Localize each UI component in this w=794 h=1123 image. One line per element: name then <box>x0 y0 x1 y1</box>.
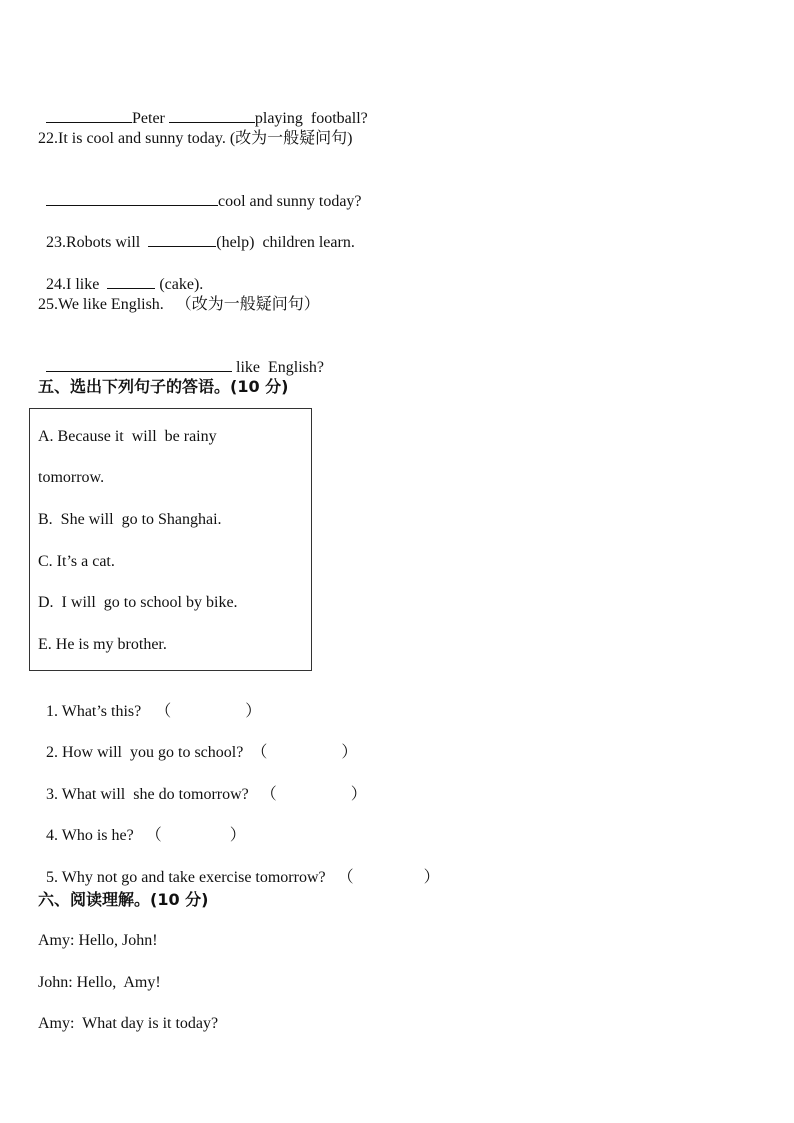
s5-question-5 <box>38 848 440 888</box>
option-e: E. He is my brother. <box>38 636 167 653</box>
q23-start: 23.Robots will <box>46 234 149 251</box>
q21-mid-text: Peter <box>132 110 169 127</box>
question-text: 3. What will she do tomorrow? <box>46 786 249 803</box>
answer-blank[interactable] <box>107 274 155 289</box>
dialogue-line-3: Amy: What day is it today? <box>38 1015 219 1032</box>
s5-question-4 <box>38 806 246 846</box>
answer-paren-open: （ <box>145 827 162 844</box>
dialogue-line-2: John: Hello, Amy! <box>38 974 161 991</box>
q22-answer-end: cool and sunny today? <box>218 193 362 210</box>
q23-end: (help) children learn. <box>216 234 355 251</box>
section6-heading: 六、阅读理解。(10 分) <box>38 890 209 909</box>
q25-text: 25.We like English. （改为一般疑问句） <box>38 296 320 313</box>
option-b: B. She will go to Shanghai. <box>38 511 222 528</box>
q24-end: (cake). <box>155 276 204 293</box>
answer-blank[interactable] <box>148 232 216 247</box>
option-a-line1: A. Because it will be rainy <box>38 428 217 445</box>
question-text: 1. What’s this? <box>46 703 142 720</box>
answer-blank[interactable] <box>46 357 232 372</box>
answer-blank[interactable] <box>46 191 218 206</box>
question-text: 5. Why not go and take exercise tomorrow? <box>46 869 326 886</box>
answer-paren-open: （ <box>337 869 354 886</box>
q25-answer-end: like English? <box>232 359 324 376</box>
s5-question-3 <box>38 765 367 805</box>
dialogue-line-1: Amy: Hello, John! <box>38 932 158 949</box>
answer-options-box <box>29 408 312 671</box>
s5-question-2 <box>38 723 357 763</box>
q23-line <box>38 212 355 253</box>
q25-answer-line <box>38 337 324 378</box>
answer-paren-open: （ <box>251 744 268 761</box>
option-a-line2: tomorrow. <box>38 469 105 486</box>
question-text: 4. Who is he? <box>46 827 134 844</box>
q22-text: 22.It is cool and sunny today. (改为一般疑问句) <box>38 130 353 147</box>
option-d: D. I will go to school by bike. <box>38 594 238 611</box>
section5-heading: 五、选出下列句子的答语。(10 分) <box>38 377 289 396</box>
answer-paren-close: ） <box>245 703 262 720</box>
answer-paren-close: ） <box>350 786 367 803</box>
s5-question-1 <box>38 682 261 722</box>
q24-start: 24.I like <box>46 276 108 293</box>
q24-line <box>38 254 203 295</box>
question-text: 2. How will you go to school? <box>46 744 244 761</box>
option-c: C. It’s a cat. <box>38 553 115 570</box>
answer-blank[interactable] <box>169 108 255 123</box>
answer-paren-close: ） <box>423 869 440 886</box>
q21-answer-line <box>38 88 368 129</box>
q22-answer-line <box>38 171 362 212</box>
q21-end-text: playing football? <box>254 110 368 127</box>
answer-paren-open: （ <box>260 786 277 803</box>
answer-paren-close: ） <box>341 744 358 761</box>
answer-paren-open: （ <box>155 703 172 720</box>
answer-blank[interactable] <box>46 108 132 123</box>
answer-paren-close: ） <box>229 827 246 844</box>
